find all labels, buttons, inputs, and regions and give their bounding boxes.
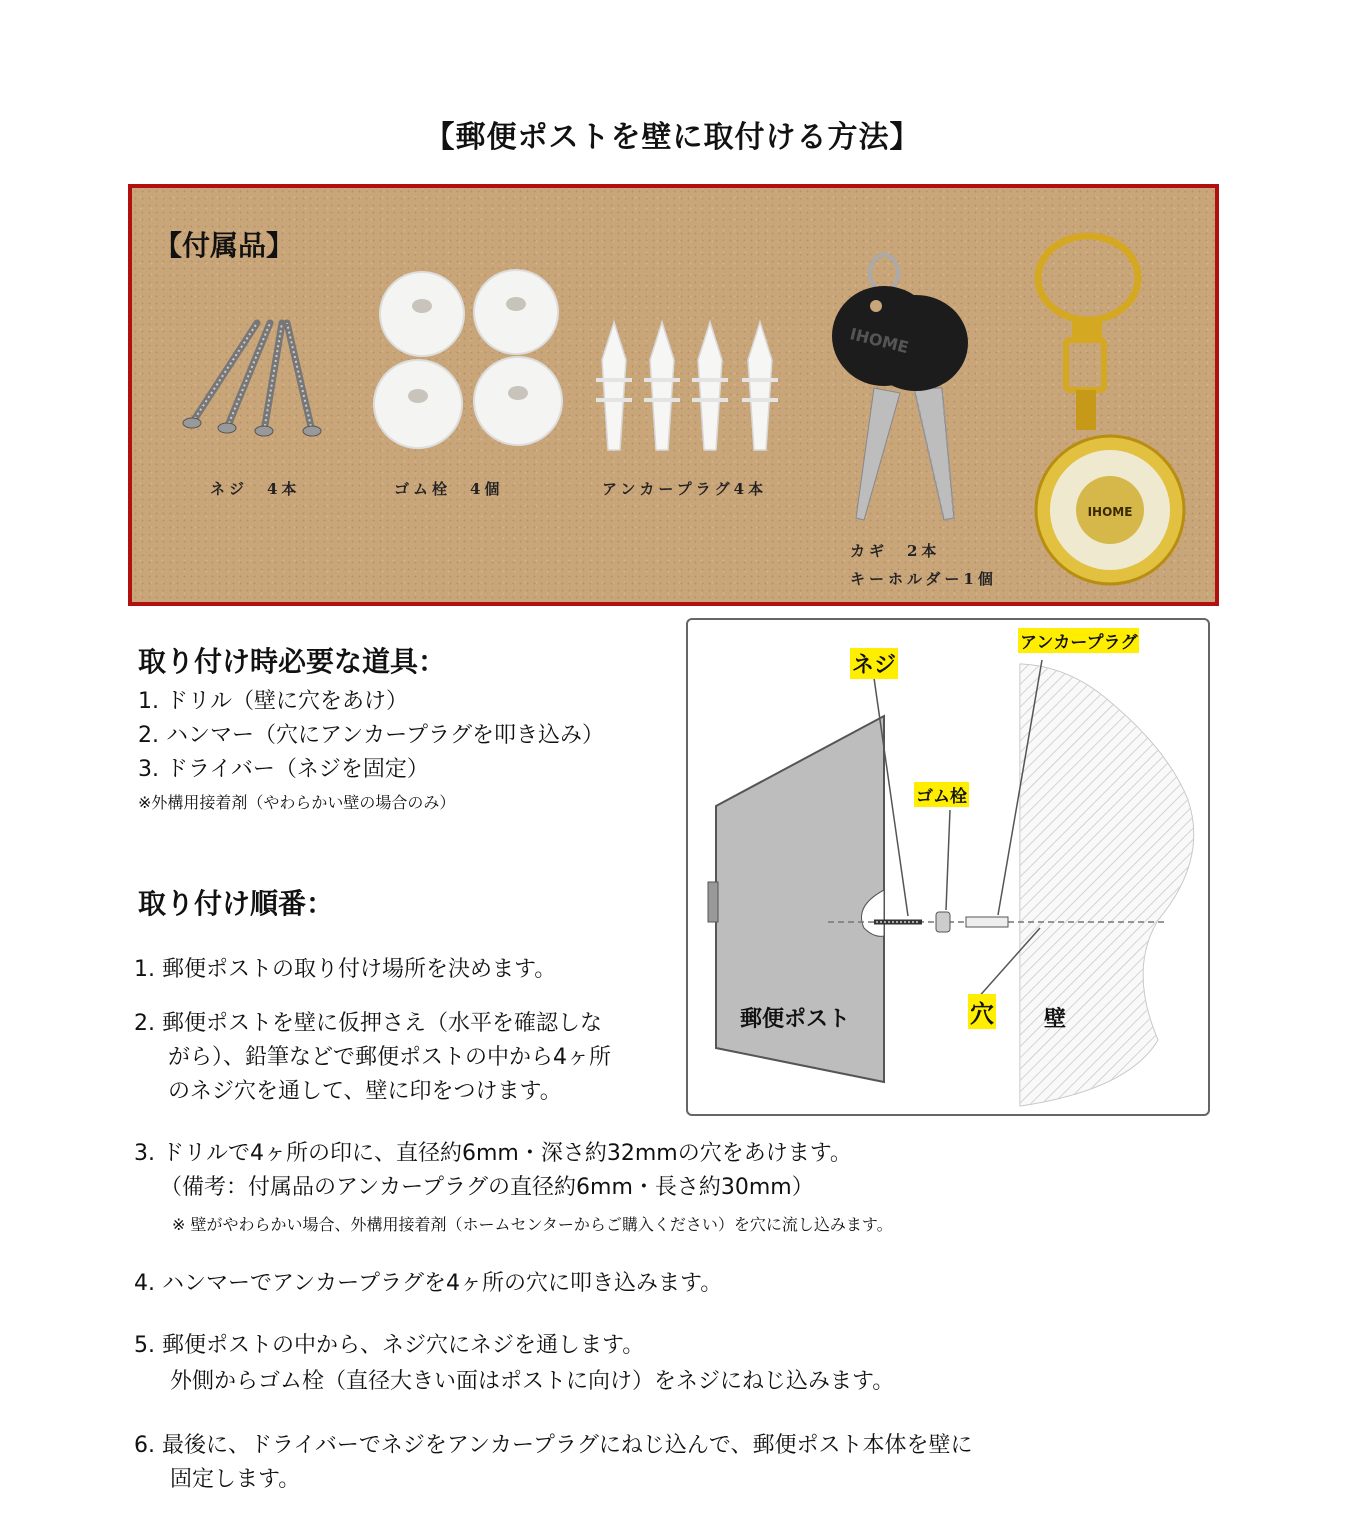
keys-label: カギ 2本 <box>850 542 941 560</box>
step-3-line-1: 3. ドリルで4ヶ所の印に、直径約6mm・深さ約32mmの穴をあけます。 <box>134 1141 852 1166</box>
rubber-plugs-illustration <box>370 266 570 456</box>
tools-note: ※外構用接着剤（やわらかい壁の場合のみ） <box>138 793 456 812</box>
page-title: 【郵便ポストを壁に取付ける方法】 <box>424 120 921 155</box>
key-brand-mark: IHOME <box>848 324 911 358</box>
step-6-line-1: 6. 最後に、ドライバーでネジをアンカープラグにねじ込んで、郵便ポスト本体を壁に <box>134 1433 973 1458</box>
installation-diagram <box>686 618 1210 1116</box>
tool-item: 3. ドライバー（ネジを固定） <box>138 757 429 782</box>
label-post: 郵便ポスト <box>740 1007 851 1032</box>
anchor-plugs-label: アンカープラグ4本 <box>602 480 768 498</box>
keyholder-label: キーホルダー1個 <box>850 570 997 588</box>
step-5-line-2: 外側からゴム栓（直径大きい面はポストに向け）をネジにねじ込みます。 <box>170 1369 895 1394</box>
step-1: 1. 郵便ポストの取り付け場所を決めます。 <box>134 957 557 982</box>
label-anchor: アンカープラグ <box>1018 628 1139 653</box>
step-3-note: ※ 壁がやわらかい場合、外構用接着剤（ホームセンターからご購入ください）を穴に流し込みます。 <box>172 1215 893 1234</box>
label-wall: 壁 <box>1044 1007 1067 1032</box>
accessories-heading: 【付属品】 <box>154 229 295 262</box>
step-4: 4. ハンマーでアンカープラグを4ヶ所の穴に叩き込みます。 <box>134 1271 723 1296</box>
diagram-illustration <box>688 620 1208 1114</box>
tools-heading: 取り付け時必要な道具： <box>138 645 447 678</box>
keyholder-illustration <box>1010 228 1190 588</box>
step-2-line-1: 2. 郵便ポストを壁に仮押さえ（水平を確認しな <box>134 1011 602 1036</box>
step-2-line-3: のネジ穴を通して、壁に印をつけます。 <box>168 1079 562 1104</box>
tool-item: 1. ドリル（壁に穴をあけ） <box>138 689 408 714</box>
step-3-line-2: （備考：付属品のアンカープラグの直径約6mm・長さ約30mm） <box>160 1175 814 1200</box>
accessories-panel <box>128 184 1219 606</box>
steps-heading: 取り付け順番： <box>138 887 335 920</box>
label-rubber: ゴム栓 <box>914 782 969 807</box>
screws-label: ネジ 4本 <box>210 480 301 498</box>
keys-illustration <box>804 248 1004 528</box>
step-6-line-2: 固定します。 <box>170 1467 301 1492</box>
label-hole: 穴 <box>968 994 996 1029</box>
keyholder-brand-mark: IHOME <box>1087 505 1133 519</box>
step-5-line-1: 5. 郵便ポストの中から、ネジ穴にネジを通します。 <box>134 1333 645 1358</box>
anchor-plugs-illustration <box>588 320 798 460</box>
step-2-line-2: がら）、鉛筆などで郵便ポストの中から4ヶ所 <box>168 1045 611 1070</box>
rubber-plugs-label: ゴム栓 4個 <box>394 480 504 498</box>
tool-item: 2. ハンマー（穴にアンカープラグを叩き込み） <box>138 723 605 748</box>
label-screw: ネジ <box>850 648 898 679</box>
screws-illustration <box>172 313 342 443</box>
